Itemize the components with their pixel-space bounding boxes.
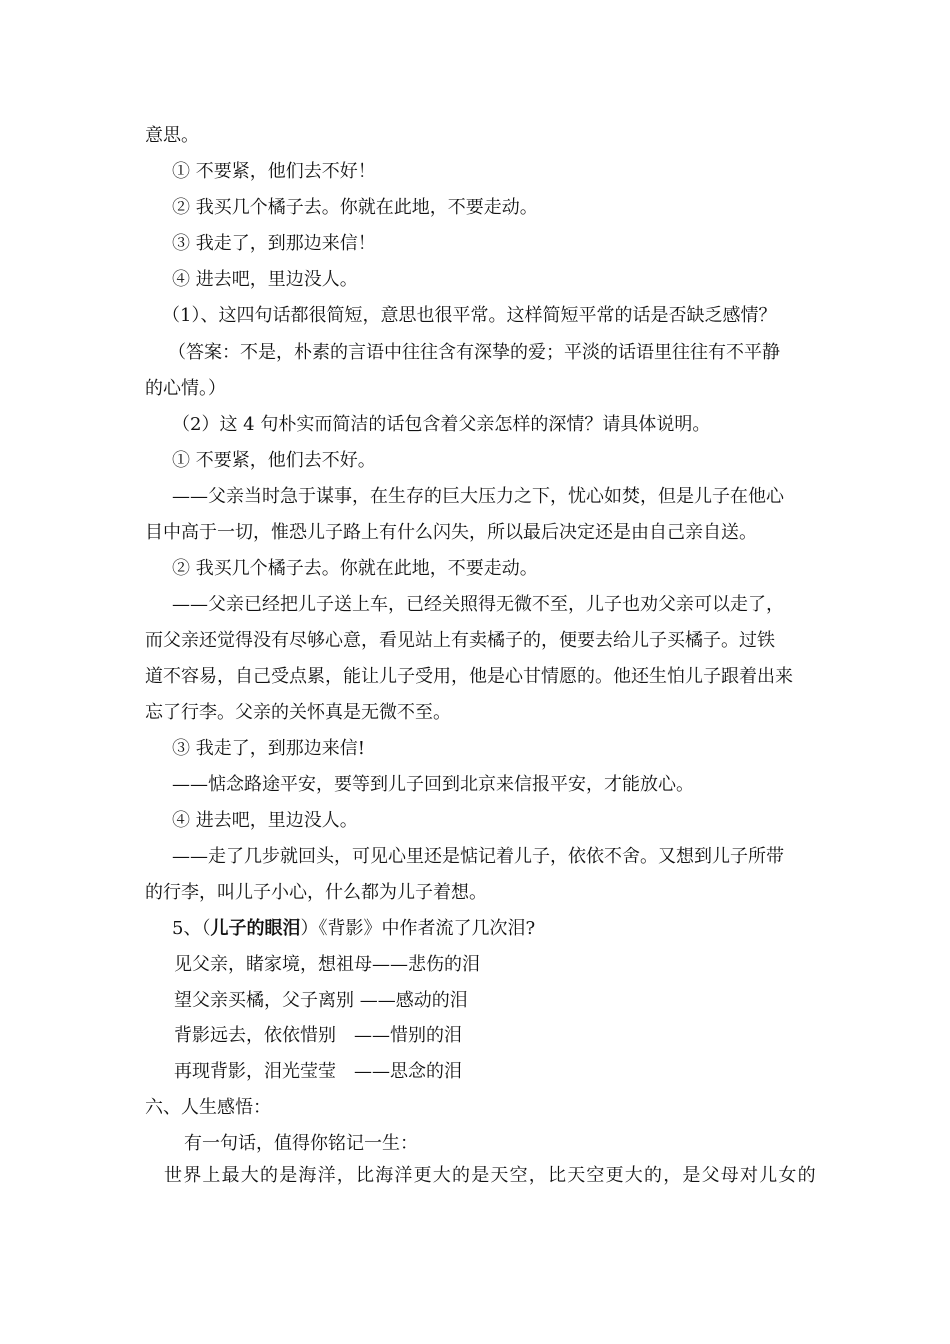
- explanation-line: ——走了几步就回头，可见心里还是惦记着儿子，依依不舍。又想到儿子所带: [172, 846, 784, 867]
- section-intro: 有一句话，值得你铭记一生：: [184, 1133, 418, 1154]
- answer-line: 的心情。）: [145, 378, 226, 399]
- answer-line: （答案：不是，朴素的言语中往往含有深挚的爱；平淡的话语里往往有不平静: [168, 342, 780, 363]
- quote-item-3: ③ 我走了，到那边来信!: [172, 738, 365, 759]
- explanation-line: ——父亲当时急于谋事，在生存的巨大压力之下，忧心如焚，但是儿子在他心: [172, 486, 784, 507]
- question-5-number: 5、（: [172, 918, 211, 939]
- tears-item-4: 再现背影，泪光莹莹 ——思念的泪: [174, 1061, 462, 1082]
- tears-item-1: 见父亲，睹家境，想祖母——悲伤的泪: [174, 954, 480, 975]
- text-line: 意思。: [145, 125, 199, 146]
- explanation-line: 的行李，叫儿子小心，什么都为儿子着想。: [145, 882, 487, 903]
- section-quote: 世界上最大的是海洋，比海洋更大的是天空，比天空更大的，是父母对儿女的: [164, 1165, 817, 1186]
- tears-item-2: 望父亲买橘，父子离别 ——感动的泪: [174, 990, 468, 1011]
- explanation-line: 而父亲还觉得没有尽够心意，看见站上有卖橘子的，便要去给儿子买橘子。过铁: [145, 630, 775, 651]
- explanation-line: 道不容易，自己受点累，能让儿子受用，他是心甘情愿的。他还生怕儿子跟着出来: [145, 666, 793, 687]
- quote-item-4: ④ 进去吧，里边没人。: [172, 269, 358, 290]
- quote-item-3: ③ 我走了，到那边来信！: [172, 233, 376, 254]
- section-heading: 六、人生感悟：: [145, 1097, 271, 1118]
- explanation-line: 目中高于一切，惟恐儿子路上有什么闪失，所以最后决定还是由自己亲自送。: [145, 522, 757, 543]
- quote-item-4: ④ 进去吧，里边没人。: [172, 810, 358, 831]
- explanation-line: ——父亲已经把儿子送上车，已经关照得无微不至，儿子也劝父亲可以走了，: [172, 594, 784, 615]
- question-5-title: 儿子的眼泪: [210, 918, 301, 939]
- quote-item-1: ① 不要紧，他们去不好。: [172, 450, 376, 471]
- quote-item-2: ② 我买几个橘子去。你就在此地，不要走动。: [172, 558, 538, 579]
- explanation-line: 忘了行李。父亲的关怀真是无微不至。: [145, 702, 451, 723]
- question-5-text: ）《背影》中作者流了几次泪?: [300, 918, 536, 939]
- question-5: [172, 917, 535, 941]
- question-2: （2）这 4 句朴实而简洁的话包含着父亲怎样的深情？请具体说明。: [172, 414, 711, 435]
- quote-item-2: ② 我买几个橘子去。你就在此地，不要走动。: [172, 197, 538, 218]
- tears-item-3: 背影远去，依依惜别 ——惜别的泪: [174, 1025, 462, 1046]
- explanation-line: ——惦念路途平安，要等到儿子回到北京来信报平安，才能放心。: [172, 774, 694, 795]
- quote-item-1: ① 不要紧，他们去不好！: [172, 161, 376, 182]
- question-1: （1）、这四句话都很简短，意思也很平常。这样简短平常的话是否缺乏感情？: [162, 305, 777, 326]
